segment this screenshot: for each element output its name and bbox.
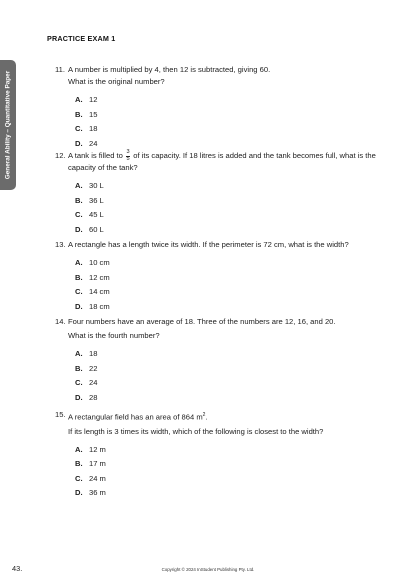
option-letter: A. <box>75 258 83 267</box>
option-value: 12 m <box>89 444 106 454</box>
option-letter: C. <box>75 378 83 387</box>
option-letter: B. <box>75 363 83 373</box>
answer-options <box>75 257 395 315</box>
question-text-part: . <box>205 412 208 422</box>
option-value: 14 cm <box>89 287 110 296</box>
question-text-line: A rectangle has a length twice its width. If the perimeter is 72 cm, what is the width? <box>68 240 349 249</box>
option-value: 17 m <box>89 459 106 469</box>
option-b[interactable] <box>75 109 395 124</box>
fraction-denominator: 5 <box>126 155 130 162</box>
option-b[interactable] <box>75 458 395 473</box>
question-number: 12. <box>55 151 66 160</box>
option-value: 28 <box>89 392 98 402</box>
option-letter: C. <box>75 473 83 483</box>
option-value: 30 L <box>89 181 104 191</box>
option-value: 60 L <box>89 224 104 234</box>
option-a[interactable] <box>75 180 395 195</box>
question-text <box>68 409 395 438</box>
question-text-line <box>68 409 395 424</box>
option-b[interactable] <box>75 363 395 378</box>
option-value: 24 <box>89 378 98 387</box>
question-text-line: What is the original number? <box>68 77 165 86</box>
option-c[interactable] <box>75 377 395 392</box>
option-value: 36 L <box>89 195 104 205</box>
answer-options <box>75 348 395 406</box>
question-text <box>68 239 395 251</box>
option-letter: C. <box>75 210 83 220</box>
option-letter: A. <box>75 181 83 191</box>
option-c[interactable] <box>75 286 395 301</box>
option-letter: C. <box>75 124 83 133</box>
option-value: 45 L <box>89 210 104 220</box>
page-header-title: PRACTICE EXAM 1 <box>47 34 116 43</box>
option-c[interactable] <box>75 473 395 488</box>
option-a[interactable] <box>75 348 395 363</box>
fraction-numerator: 3 <box>126 149 130 155</box>
option-letter: A. <box>75 444 83 454</box>
question-number: 11. <box>55 65 65 74</box>
question-text-line: A number is multiplied by 4, then 12 is subtracted, giving 60. <box>68 65 271 74</box>
option-a[interactable] <box>75 94 395 109</box>
question-text-line: What is the fourth number? <box>68 331 160 340</box>
option-value: 18 <box>89 124 98 133</box>
option-letter: D. <box>75 138 83 148</box>
option-letter: D. <box>75 224 83 234</box>
option-value: 15 <box>89 109 98 119</box>
option-value: 22 <box>89 363 98 373</box>
question-text <box>68 64 395 88</box>
option-d[interactable] <box>75 301 395 316</box>
fraction <box>126 150 130 162</box>
question-12 <box>55 150 395 238</box>
question-11 <box>55 64 395 152</box>
option-b[interactable] <box>75 272 395 287</box>
option-value: 24 <box>89 138 98 148</box>
question-text <box>68 150 395 174</box>
question-number: 13. <box>55 240 66 249</box>
copyright-notice: Copyright © 2024 InStudent Publishing Pty. Ltd. <box>161 567 255 572</box>
option-letter: B. <box>75 109 83 119</box>
option-letter: A. <box>75 349 83 358</box>
option-letter: D. <box>75 392 83 402</box>
question-text-part: of its capacity. If 18 litres is added and the tank becomes full, what is the capacity of the tank? <box>68 151 376 173</box>
option-letter: B. <box>75 459 83 469</box>
option-d[interactable] <box>75 224 395 239</box>
option-d[interactable] <box>75 392 395 407</box>
option-value: 36 m <box>89 488 106 498</box>
superscript: 2 <box>202 412 206 418</box>
option-letter: D. <box>75 488 83 498</box>
option-c[interactable] <box>75 123 395 138</box>
option-d[interactable] <box>75 487 395 502</box>
question-14 <box>55 316 395 406</box>
question-13 <box>55 239 395 315</box>
option-value: 18 <box>89 349 98 358</box>
option-letter: C. <box>75 287 83 296</box>
question-text-part: A rectangular field has an area of 864 m <box>68 412 203 422</box>
option-b[interactable] <box>75 195 395 210</box>
question-text-line: If its length is 3 times its width, which of the following is closest to the width? <box>68 426 324 436</box>
option-value: 24 m <box>89 473 106 483</box>
section-side-tab-label: General Ability – Quantitative Paper <box>4 70 12 180</box>
option-value: 12 <box>89 95 98 104</box>
question-text <box>68 316 395 342</box>
section-side-tab <box>0 60 16 190</box>
page-number: 43. <box>12 564 23 573</box>
option-value: 18 cm <box>89 301 110 311</box>
question-number: 15. <box>55 410 66 419</box>
answer-options <box>75 180 395 238</box>
answer-options <box>75 94 395 152</box>
option-letter: D. <box>75 301 83 311</box>
question-text-part: A tank is filled to <box>68 151 123 161</box>
option-value: 12 cm <box>89 272 110 282</box>
option-value: 10 cm <box>89 258 110 267</box>
option-a[interactable] <box>75 444 395 459</box>
option-a[interactable] <box>75 257 395 272</box>
option-letter: B. <box>75 272 83 282</box>
question-number: 14. <box>55 317 66 326</box>
answer-options <box>75 444 395 502</box>
option-c[interactable] <box>75 209 395 224</box>
option-letter: A. <box>75 95 83 104</box>
question-text-line: Four numbers have an average of 18. Three of the numbers are 12, 16, and 20. <box>68 317 336 326</box>
question-15 <box>55 409 395 502</box>
option-letter: B. <box>75 195 83 205</box>
